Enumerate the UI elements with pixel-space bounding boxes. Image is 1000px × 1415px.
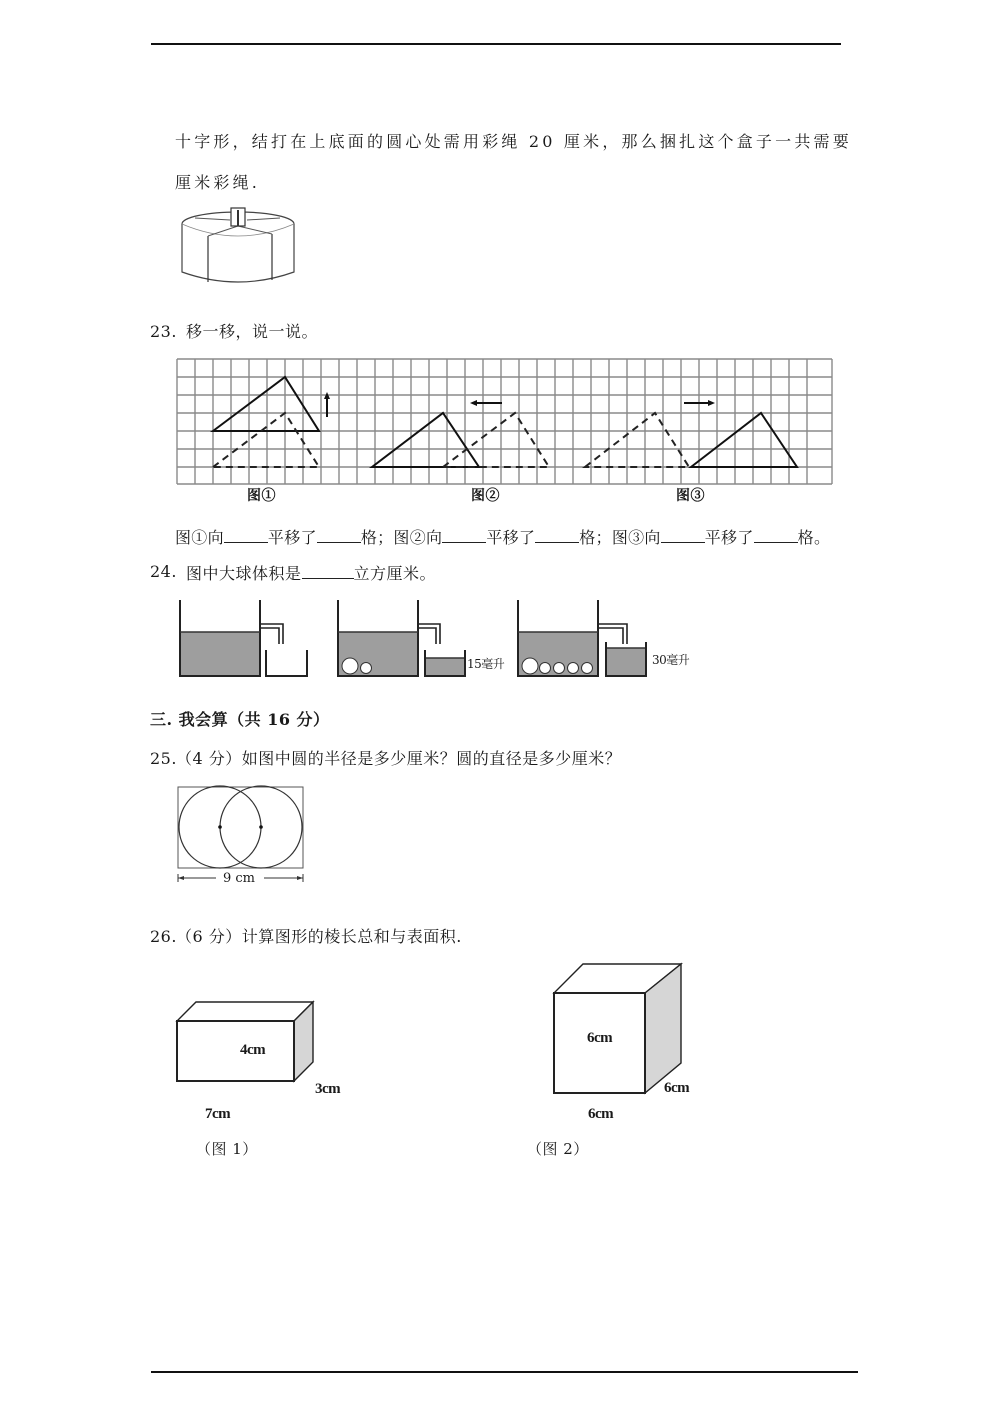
figure-1-caption: （图 1）	[196, 1140, 258, 1158]
q25-dimension-label: 9 cm	[223, 871, 256, 886]
q23-prompt: 移一移，说一说。	[186, 322, 319, 341]
cuboid-height-label: 4cm	[240, 1042, 266, 1058]
fig2-triangles	[372, 400, 549, 467]
q25-prompt: （4 分）如图中圆的半径是多少厘米？圆的直径是多少厘米？	[176, 749, 622, 768]
fig-label-1: 图①	[247, 488, 276, 504]
header-rule	[151, 43, 841, 45]
q24-label-15ml: 15毫升	[467, 657, 505, 671]
cube-depth-label: 6cm	[664, 1080, 690, 1096]
translation-grid	[177, 359, 833, 487]
q26-number: 26.	[150, 927, 177, 946]
q24-text-before: 图中大球体积是	[186, 564, 302, 583]
q23-text-7: 格。	[797, 528, 831, 547]
q24-prompt	[186, 564, 436, 582]
overlapping-circles-figure	[176, 784, 306, 884]
cuboid-depth-label: 3cm	[315, 1081, 341, 1097]
q23-blank-count-3[interactable]	[754, 528, 798, 543]
q23-blank-count-2[interactable]	[535, 528, 579, 543]
section-3-title: 三. 我会算（共 16 分）	[150, 710, 330, 729]
q23-text-3: 格；图②向	[360, 528, 443, 547]
q23-blank-direction-2[interactable]	[442, 528, 486, 543]
fig-label-2: 图②	[471, 488, 500, 504]
q23-answer-line	[175, 528, 830, 546]
fig-label-3: 图③	[676, 488, 705, 504]
water-displacement-figure	[175, 598, 715, 688]
continuation-line-1: 十字形，结打在上底面的圆心处需用彩绳 20 厘米，那么捆扎这个盒子一共需要	[175, 132, 852, 151]
q26-prompt: （6 分）计算图形的棱长总和与表面积.	[176, 927, 462, 946]
cuboid-length-label: 7cm	[205, 1106, 231, 1122]
q24-number: 24.	[150, 562, 177, 581]
q23-text-5: 格；图③向	[579, 528, 661, 547]
q23-number: 23.	[150, 322, 177, 341]
q23-text-4: 平移了	[486, 528, 536, 547]
cube-figure	[553, 962, 688, 1097]
cube-height-label: 6cm	[587, 1030, 613, 1046]
q23-text-6: 平移了	[704, 528, 754, 547]
q25-number: 25.	[150, 749, 177, 768]
q23-text-2: 平移了	[267, 528, 317, 547]
footer-rule	[151, 1371, 858, 1373]
continuation-line-2: 厘米彩绳.	[175, 173, 261, 192]
q23-blank-direction-3[interactable]	[661, 528, 705, 543]
q23-blank-count-1[interactable]	[317, 528, 361, 543]
q23-text-1: 图①向	[175, 528, 224, 547]
q24-blank-volume[interactable]	[302, 564, 354, 579]
q24-label-30ml: 30毫升	[652, 653, 690, 667]
figure-2-caption: （图 2）	[527, 1140, 589, 1158]
cube-length-label: 6cm	[588, 1106, 614, 1122]
q24-text-after: 立方厘米。	[353, 564, 437, 583]
gift-box-figure	[175, 200, 305, 290]
fig3-triangles	[585, 400, 797, 467]
q23-blank-direction-1[interactable]	[224, 528, 268, 543]
